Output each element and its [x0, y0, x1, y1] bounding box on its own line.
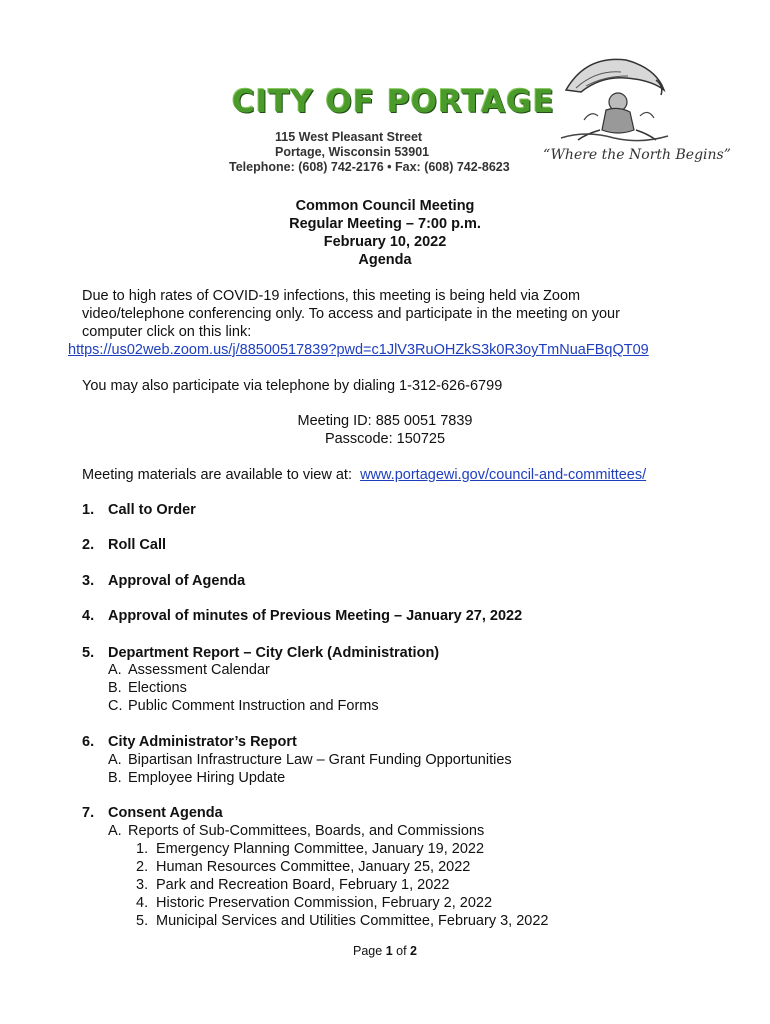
agenda-item — [82, 537, 166, 553]
meeting-title: Common Council Meeting — [295, 198, 475, 214]
city-logo-title: CITY OF PORTAGE — [232, 84, 555, 120]
meeting-id: Meeting ID: 885 0051 7839 — [297, 413, 473, 429]
agenda-item-number: 6. — [82, 734, 95, 750]
subitem-number: 2. — [136, 859, 149, 875]
agenda-item-number: 1. — [82, 502, 95, 518]
subitem-text: Human Resources Committee, January 25, 2022 — [156, 859, 471, 875]
subitem-text: Park and Recreation Board, February 1, 2022 — [156, 877, 450, 893]
agenda-subitem — [108, 662, 270, 678]
agenda-item — [82, 734, 297, 750]
subitem-text: Reports of Sub-Committees, Boards, and Commissions — [128, 823, 485, 839]
agenda-subitem — [108, 680, 187, 696]
city-tagline: “Where the North Begins” — [543, 147, 731, 163]
intro-line-3: computer click on this link: — [82, 324, 252, 340]
subitem-letter: A. — [108, 752, 122, 768]
subitem-letter: A. — [108, 662, 122, 678]
agenda-item-title: Consent Agenda — [108, 805, 223, 821]
meeting-date: February 10, 2022 — [323, 234, 447, 250]
subitem-letter: C. — [108, 698, 123, 714]
agenda-item — [82, 608, 522, 624]
agenda-item-number: 2. — [82, 537, 95, 553]
subitem-text: Emergency Planning Committee, January 19, 2022 — [156, 841, 485, 857]
agenda-subitem — [108, 752, 512, 768]
page-current: 1 — [385, 944, 393, 958]
intro-line-2: video/telephone conferencing only. To access and participate in the meeting on your — [82, 306, 620, 322]
agenda-subitem — [108, 823, 484, 839]
agenda-item-title: Approval of Agenda — [108, 573, 246, 589]
agenda-subsubitem — [136, 913, 548, 929]
phone-fax-line: Telephone: (608) 742-2176 • Fax: (608) 742-8623 — [229, 160, 510, 174]
agenda-subsubitem — [136, 895, 492, 911]
subitem-text: Assessment Calendar — [128, 662, 270, 678]
fisherman-emblem-icon — [556, 50, 671, 145]
subitem-text: Bipartisan Infrastructure Law – Grant Funding Opportunities — [128, 752, 512, 768]
subitem-text: Employee Hiring Update — [128, 770, 286, 786]
address-line-1: 115 West Pleasant Street — [275, 130, 423, 144]
subitem-letter: A. — [108, 823, 122, 839]
subitem-letter: B. — [108, 770, 122, 786]
meeting-type-time: Regular Meeting – 7:00 p.m. — [289, 216, 481, 232]
agenda-subitem — [108, 770, 285, 786]
agenda-heading: Agenda — [358, 252, 412, 268]
agenda-subsubitem — [136, 841, 484, 857]
subitem-text: Elections — [128, 680, 187, 696]
address-line-2: Portage, Wisconsin 53901 — [275, 145, 430, 159]
subitem-number: 3. — [136, 877, 149, 893]
agenda-item — [82, 573, 245, 589]
subitem-number: 5. — [136, 913, 149, 929]
subitem-number: 4. — [136, 895, 149, 911]
materials-link[interactable]: www.portagewi.gov/council-and-committees/ — [360, 467, 647, 483]
agenda-subsubitem — [136, 859, 470, 875]
page-label: Page — [353, 944, 383, 958]
agenda-item-title: Call to Order — [108, 502, 196, 518]
subitem-number: 1. — [136, 841, 149, 857]
agenda-item-number: 3. — [82, 573, 95, 589]
subitem-text: Historic Preservation Commission, February 2, 2022 — [156, 895, 493, 911]
page-of: of — [396, 944, 407, 958]
agenda-item — [82, 805, 223, 821]
subitem-text: Municipal Services and Utilities Committee, February 3, 2022 — [156, 913, 549, 929]
agenda-item-number: 5. — [82, 645, 95, 661]
agenda-item-title: City Administrator’s Report — [108, 734, 297, 750]
page-total: 2 — [410, 944, 417, 958]
agenda-subitem — [108, 698, 379, 714]
agenda-item-title: Roll Call — [108, 537, 167, 553]
agenda-item-title: Approval of minutes of Previous Meeting – January 27, 2022 — [108, 608, 523, 624]
agenda-item — [82, 502, 196, 518]
intro-line-1: Due to high rates of COVID-19 infections, this meeting is being held via Zoom — [82, 288, 581, 304]
agenda-item-title: Department Report – City Clerk (Administration) — [108, 645, 440, 661]
agenda-item-number: 7. — [82, 805, 95, 821]
agenda-subsubitem — [136, 877, 449, 893]
meeting-passcode: Passcode: 150725 — [324, 431, 446, 447]
telephone-instructions: You may also participate via telephone by dialing 1-312-626-6799 — [82, 378, 503, 394]
materials-line — [82, 466, 646, 484]
subitem-text: Public Comment Instruction and Forms — [128, 698, 379, 714]
zoom-meeting-link[interactable]: https://us02web.zoom.us/j/88500517839?pwd=c1JlV3RuOHZkS3k0R3oyTmNuaFBqQT09 — [68, 342, 649, 358]
agenda-item-number: 4. — [82, 608, 95, 624]
agenda-item — [82, 645, 439, 661]
subitem-letter: B. — [108, 680, 122, 696]
materials-text: Meeting materials are available to view at: — [82, 467, 352, 483]
page-number-footer — [0, 944, 770, 958]
